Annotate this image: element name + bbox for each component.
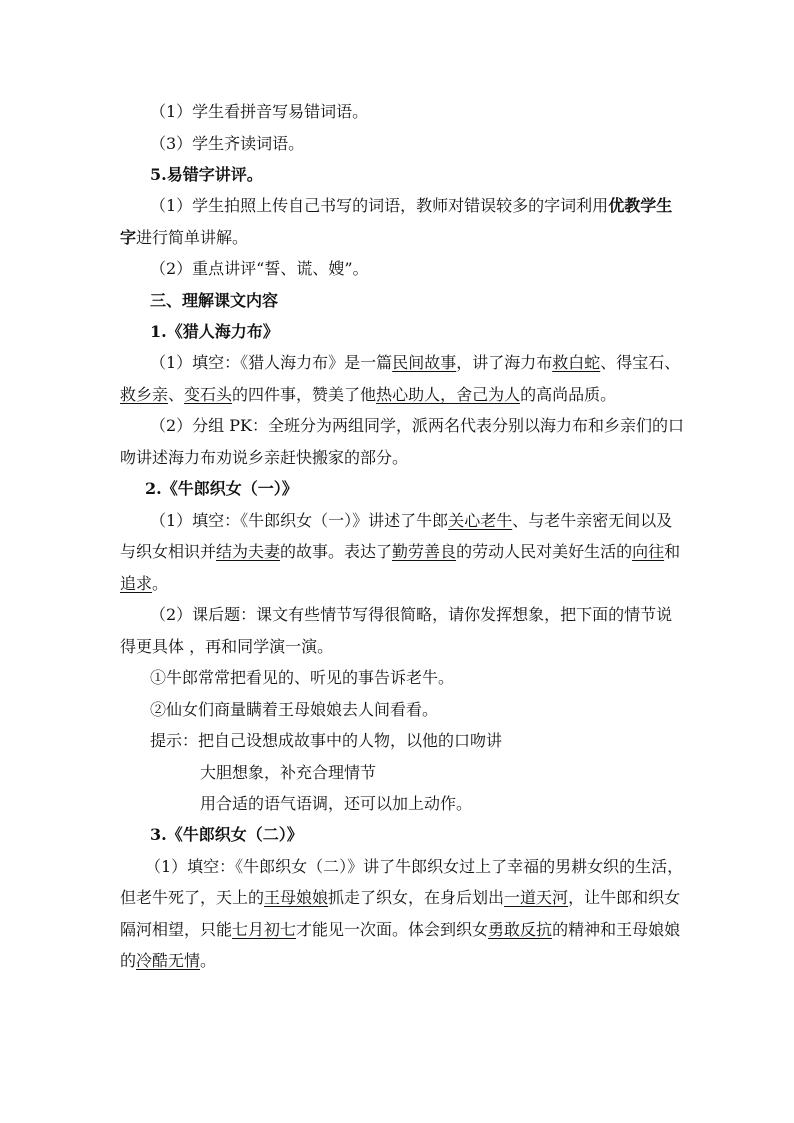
text: 隔河相望，只能 (120, 920, 233, 939)
text: ，让牛郎和织女 (568, 888, 681, 907)
text: 。 (152, 574, 169, 593)
bold-text: 优教学生 (608, 196, 673, 215)
text: 才能见一次面。体会到织女 (296, 920, 489, 939)
text: 大胆想象，补充合理情节 (200, 763, 377, 782)
text: 。 (200, 951, 217, 970)
text: 与织女相识并 (120, 542, 217, 561)
text: （1）填空：《牛郎织女（一）》讲述了牛郎 (150, 511, 449, 530)
section-5-heading (150, 164, 263, 186)
text: 、与老牛亲密无间以及 (512, 511, 673, 530)
blank-answer: 结为夫妻 (216, 542, 281, 561)
lesson-3-fill-line-3 (120, 919, 680, 941)
text: （2）课后题：课文有些情节写得很简略，请你发挥想象，把下面的情节说 (150, 605, 673, 624)
text: （1）学生看拼音写易错词语。 (150, 102, 369, 121)
lesson-1-fill-line-2 (120, 384, 616, 406)
text: 5.易错字讲评。 (150, 165, 263, 184)
lesson-1-fill-line-1 (150, 352, 680, 374)
text: 三、理解课文内容 (150, 291, 279, 310)
lesson-3-heading (150, 824, 303, 846)
text: 用合适的语气语调，还可以加上动作。 (200, 794, 473, 813)
blank-answer: 向往 (632, 542, 665, 561)
text: 抓走了织女，在身后划出 (328, 888, 505, 907)
text: 吻讲述海力布劝说乡亲赶快搬家的部分。 (120, 448, 409, 467)
text: 的高尚品质。 (520, 385, 617, 404)
paragraph-5-1-line-1 (150, 195, 672, 217)
text: （2）重点讲评“誓、谎、嫂”。 (150, 259, 369, 278)
lesson-2-fill-line-2 (120, 541, 680, 563)
blank-answer: 冷酷无情 (136, 951, 201, 970)
text: 2.《牛郎织女（一）》 (145, 479, 298, 498)
text: 提示：把自己设想成故事中的人物，以他的口吻讲 (150, 731, 503, 750)
blank-answer: 救白蛇 (552, 353, 601, 372)
blank-answer: 救乡亲 (120, 385, 169, 404)
text: 的故事。表达了 (280, 542, 393, 561)
lesson-2-fill-line-3 (120, 573, 168, 595)
blank-answer: 七月初七 (232, 920, 297, 939)
text: ②仙女们商量瞒着王母娘娘去人间看看。 (150, 700, 439, 719)
paragraph-5-1-line-2 (120, 227, 248, 249)
text: 进行简单讲解。 (136, 228, 249, 247)
blank-answer: 热心助人，舍己为人 (376, 385, 521, 404)
text: ①牛郎常常把看见的、听见的事告诉老牛。 (150, 668, 455, 687)
text: （1）填空：《猎人海力布》是一篇 (150, 353, 393, 372)
blank-answer: 追求 (120, 574, 153, 593)
lesson-3-fill-line-2 (120, 887, 680, 909)
paragraph-5-2 (150, 258, 369, 280)
tip-line-1 (150, 730, 502, 752)
text: （1）填空：《牛郎织女（二）》讲了牛郎织女过上了幸福的男耕女织的生活， (145, 857, 684, 876)
text: 3.《牛郎织女（二）》 (150, 825, 303, 844)
text: 、得宝石、 (600, 353, 681, 372)
text: 但老牛死了，天上的 (120, 888, 265, 907)
text: （3）学生齐读词语。 (150, 134, 305, 153)
lesson-1-pk-line-1 (150, 415, 684, 437)
blank-answer: 王母娘娘 (264, 888, 329, 907)
text: 的精神和王母娘娘 (552, 920, 681, 939)
plot-item-2 (150, 699, 438, 721)
lesson-3-fill-line-1 (145, 856, 683, 878)
section-3-heading (150, 290, 278, 312)
text: 的 (120, 951, 137, 970)
blank-answer: 关心老牛 (448, 511, 513, 530)
lesson-2-fill-line-1 (150, 510, 672, 532)
plot-item-1 (150, 667, 454, 689)
lesson-1-pk-line-2 (120, 447, 408, 469)
blank-answer: 一道天河 (504, 888, 569, 907)
lesson-2-heading (145, 478, 298, 500)
text: ，讲了海力布 (456, 353, 553, 372)
tip-line-2 (200, 762, 376, 784)
text: （2）分组 PK：全班分为两组同学，派两名代表分别以海力布和乡亲们的口 (150, 416, 684, 435)
step-3-text (150, 133, 304, 155)
blank-answer: 勤劳善良 (392, 542, 457, 561)
text: 得更具体 ，再和同学演一演。 (120, 637, 334, 656)
lesson-2-question-line-2 (120, 636, 333, 658)
blank-answer: 勇敢反抗 (488, 920, 553, 939)
lesson-2-question-line-1 (150, 604, 672, 626)
lesson-1-heading (150, 321, 279, 343)
step-1-text (150, 101, 368, 123)
lesson-3-fill-line-4 (120, 950, 216, 972)
text: 和 (664, 542, 681, 561)
text: 、 (168, 385, 185, 404)
text: （1）学生拍照上传自己书写的词语，教师对错误较多的字词利用 (150, 196, 609, 215)
text: 1.《猎人海力布》 (150, 322, 279, 341)
text: 的劳动人民对美好生活的 (456, 542, 633, 561)
tip-line-3 (200, 793, 472, 815)
bold-text: 字 (120, 228, 137, 247)
blank-answer: 民间故事 (392, 353, 457, 372)
text: 的四件事，赞美了他 (232, 385, 377, 404)
blank-answer: 变石头 (184, 385, 233, 404)
